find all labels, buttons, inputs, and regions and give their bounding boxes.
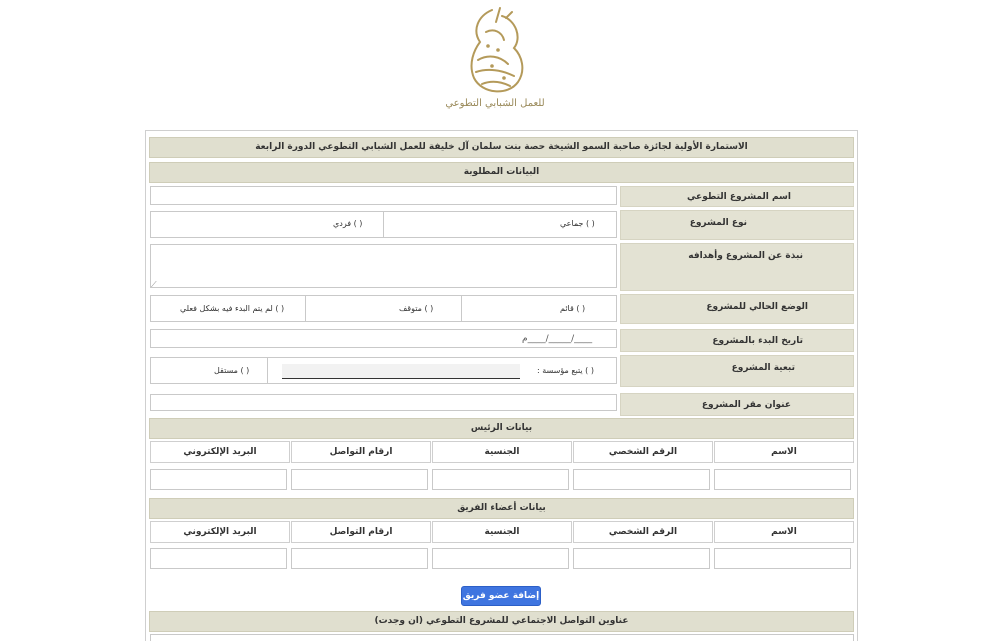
status-divider-2 (461, 295, 462, 322)
leader-col-nationality: الجنسية (432, 441, 572, 463)
team-email-input[interactable] (150, 548, 287, 569)
status-option-active[interactable]: ( ) قائم (560, 304, 586, 313)
type-option-individual[interactable]: ( ) فردي (333, 219, 363, 228)
form-title: الاستمارة الأولية لجائزة صاحبة السمو الشيخة حصة بنت سلمان آل خليفة للعمل الشبابي التطوعي الدورة الرابعة (149, 137, 854, 158)
start-date-placeholder: ____/_____/____م (522, 334, 593, 344)
status-divider-1 (305, 295, 306, 322)
project-name-input[interactable] (150, 186, 617, 205)
project-address-label: عنوان مقر المشروع (620, 393, 854, 416)
logo-caption: للعمل الشبابي التطوعي (445, 98, 545, 109)
leader-col-name: الاسم (714, 441, 854, 463)
project-address-input[interactable] (150, 394, 617, 411)
leader-id-input[interactable] (573, 469, 710, 490)
affiliation-option-institution[interactable]: ( ) يتبع مؤسسة : (537, 366, 594, 375)
project-type-divider (383, 211, 384, 238)
team-col-phone: ارقام التواصل (291, 521, 431, 543)
institution-name-input[interactable] (282, 364, 520, 378)
resize-handle-icon[interactable]: ⟋ (151, 280, 157, 289)
leader-nationality-input[interactable] (432, 469, 569, 490)
social-links-input[interactable] (150, 634, 854, 641)
section-social: عناوين التواصل الاجتماعي للمشروع التطوعي (ان وجدت) (149, 611, 854, 632)
team-name-input[interactable] (714, 548, 851, 569)
project-status-label: الوضع الحالي للمشروع (620, 294, 854, 324)
affiliation-divider (267, 357, 268, 384)
status-option-not-started[interactable]: ( ) لم يتم البدء فيه بشكل فعلي (180, 304, 285, 313)
leader-col-phone: ارقام التواصل (291, 441, 431, 463)
team-col-email: البريد الإلكتروني (150, 521, 290, 543)
affiliation-option-independent[interactable]: ( ) مستقل (214, 366, 250, 375)
affiliation-label: تبعية المشروع (620, 355, 854, 387)
leader-email-input[interactable] (150, 469, 287, 490)
team-col-id: الرقم الشخصي (573, 521, 713, 543)
team-col-nationality: الجنسية (432, 521, 572, 543)
project-name-label: اسم المشروع التطوعي (620, 186, 854, 207)
start-date-label: تاريخ البدء بالمشروع (620, 329, 854, 352)
leader-col-id: الرقم الشخصي (573, 441, 713, 463)
team-col-name: الاسم (714, 521, 854, 543)
section-team: بيانات أعضاء الفريق (149, 498, 854, 519)
section-required-data: البيانات المطلوبة (149, 162, 854, 183)
type-option-group[interactable]: ( ) جماعي (560, 219, 595, 228)
project-about-label: نبذة عن المشروع وأهدافه (620, 243, 854, 291)
institution-name-underline (282, 378, 520, 379)
team-phone-input[interactable] (291, 548, 428, 569)
leader-col-email: البريد الإلكتروني (150, 441, 290, 463)
project-type-label: نوع المشروع (620, 210, 854, 240)
team-id-input[interactable] (573, 548, 710, 569)
team-nationality-input[interactable] (432, 548, 569, 569)
leader-phone-input[interactable] (291, 469, 428, 490)
section-leader: بيانات الرئيس (149, 418, 854, 439)
leader-name-input[interactable] (714, 469, 851, 490)
status-option-stopped[interactable]: ( ) متوقف (399, 304, 434, 313)
project-about-textarea[interactable] (150, 244, 617, 288)
add-team-member-button[interactable]: إضافة عضو فريق (461, 586, 541, 606)
